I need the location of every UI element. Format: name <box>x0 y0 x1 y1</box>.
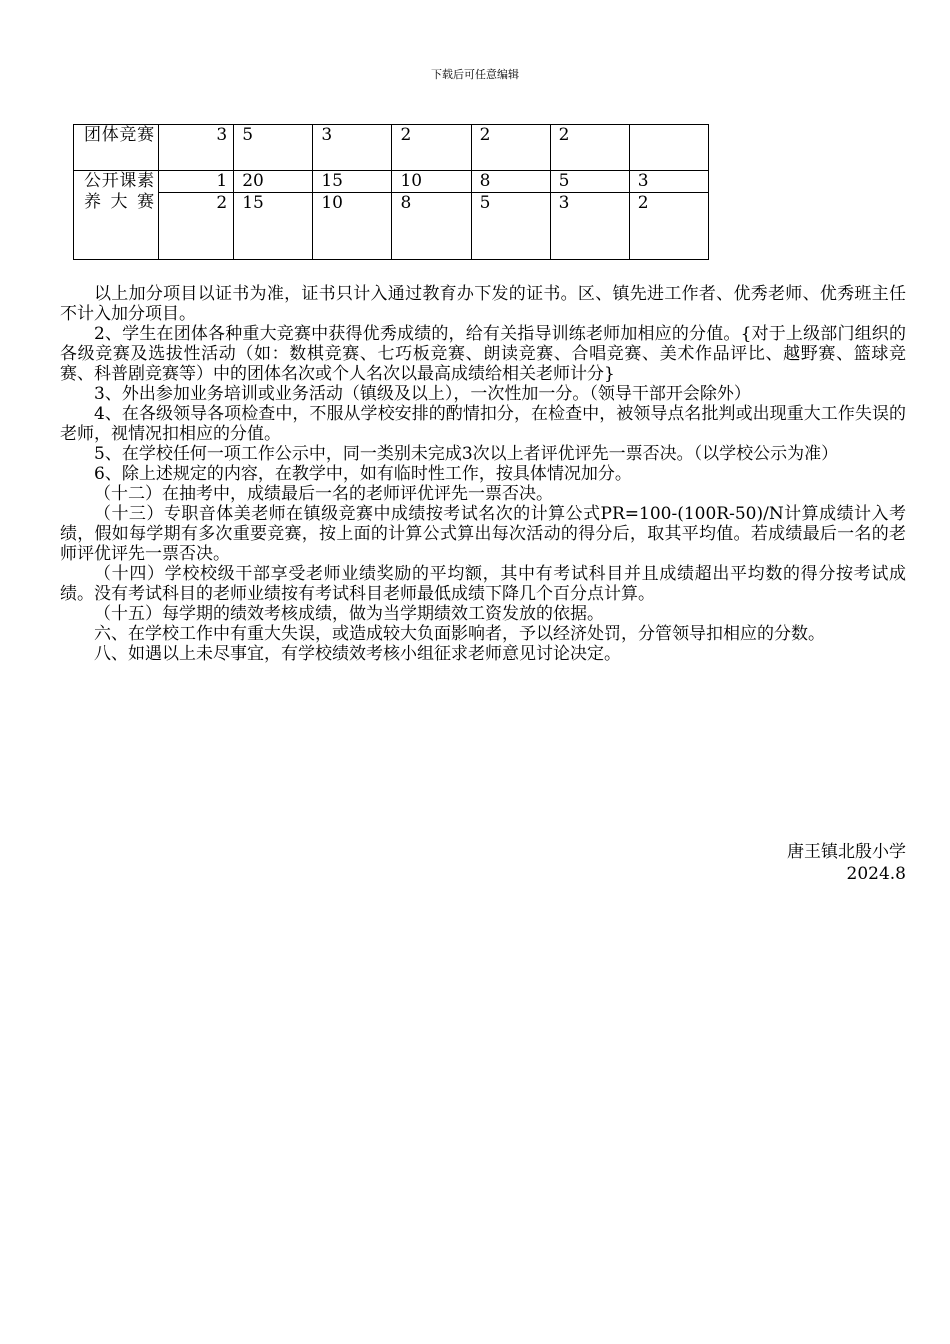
value-cell: 10 <box>313 193 392 260</box>
value-cell: 2 <box>550 125 629 171</box>
paragraph: 6、除上述规定的内容，在教学中，如有临时性工作，按具体情况加分。 <box>94 464 632 484</box>
value-cell: 8 <box>392 193 471 260</box>
rank-cell: 1 <box>159 171 234 193</box>
paragraph: 以上加分项目以证书为准，证书只计入通过教育办下发的证书。区、镇先进工作者、优秀老师、优秀班主任不计入加分项目。 <box>60 284 906 324</box>
value-cell: 3 <box>313 125 392 171</box>
paragraph: 八、如遇以上未尽事宜，有学校绩效考核小组征求老师意见讨论决定。 <box>94 644 621 664</box>
value-cell: 15 <box>234 193 313 260</box>
value-cell <box>629 125 708 171</box>
table-row <box>74 171 709 193</box>
value-cell: 5 <box>234 125 313 171</box>
value-cell: 2 <box>629 193 708 260</box>
signature-org: 唐王镇北殷小学 <box>787 842 906 862</box>
value-cell: 20 <box>234 171 313 193</box>
value-cell: 8 <box>471 171 550 193</box>
score-table <box>73 124 709 260</box>
value-cell: 5 <box>550 171 629 193</box>
paragraph: （十四）学校校级干部享受老师业绩奖励的平均额，其中有考试科目并且成绩超出平均数的得分按考试成绩。没有考试科目的老师业绩按有考试科目老师最低成绩下降几个百分点计算。 <box>60 564 906 604</box>
paragraph: 六、在学校工作中有重大失误，或造成较大负面影响者，予以经济处罚，分管领导扣相应的分数。 <box>94 624 825 644</box>
value-cell: 2 <box>392 125 471 171</box>
row-label: 团体竞赛 <box>74 125 159 171</box>
value-cell: 3 <box>550 193 629 260</box>
value-cell: 10 <box>392 171 471 193</box>
paragraph: 4、在各级领导各项检查中，不服从学校安排的酌情扣分，在检查中，被领导点名批判或出现重大工作失误的老师，视情况扣相应的分值。 <box>60 404 906 444</box>
rank-cell: 2 <box>159 193 234 260</box>
page-header: 下载后可任意编辑 <box>431 68 519 81</box>
paragraph: 3、外出参加业务培训或业务活动（镇级及以上），一次性加一分。（领导干部开会除外） <box>94 384 751 404</box>
value-cell: 15 <box>313 171 392 193</box>
row-label: 公开课素养大赛 <box>74 171 159 260</box>
rank-cell: 3 <box>159 125 234 171</box>
paragraph: （十五）每学期的绩效考核成绩，做为当学期绩效工资发放的依据。 <box>94 604 604 624</box>
table-row <box>74 125 709 171</box>
paragraph: 2、学生在团体各种重大竞赛中获得优秀成绩的，给有关指导训练老师加相应的分值。{对于上级部门组织的各级竞赛及选拔性活动（如：数棋竞赛、七巧板竞赛、朗读竞赛、合唱竞赛、美术作品评比、越野赛、篮球竞赛、科普剧竞赛等）中的团体名次或个人名次以最高成绩给相关老师计分} <box>60 324 906 384</box>
paragraph: （十二）在抽考中，成绩最后一名的老师评优评先一票否决。 <box>94 484 553 504</box>
table-row <box>74 193 709 260</box>
value-cell: 2 <box>471 125 550 171</box>
value-cell: 3 <box>629 171 708 193</box>
paragraph: 5、在学校任何一项工作公示中，同一类别未完成3次以上者评优评先一票否决。（以学校公示为准） <box>94 444 839 464</box>
document-body <box>60 284 906 664</box>
paragraph: （十三）专职音体美老师在镇级竞赛中成绩按考试名次的计算公式PR=100-(100R-50)/N计算成绩计入考绩，假如每学期有多次重要竞赛，按上面的计算公式算出每次活动的得分后，取其平均值。若成绩最后一名的老师评优评先一票否决。 <box>60 504 906 564</box>
value-cell: 5 <box>471 193 550 260</box>
signature-date: 2024.8 <box>846 864 906 884</box>
